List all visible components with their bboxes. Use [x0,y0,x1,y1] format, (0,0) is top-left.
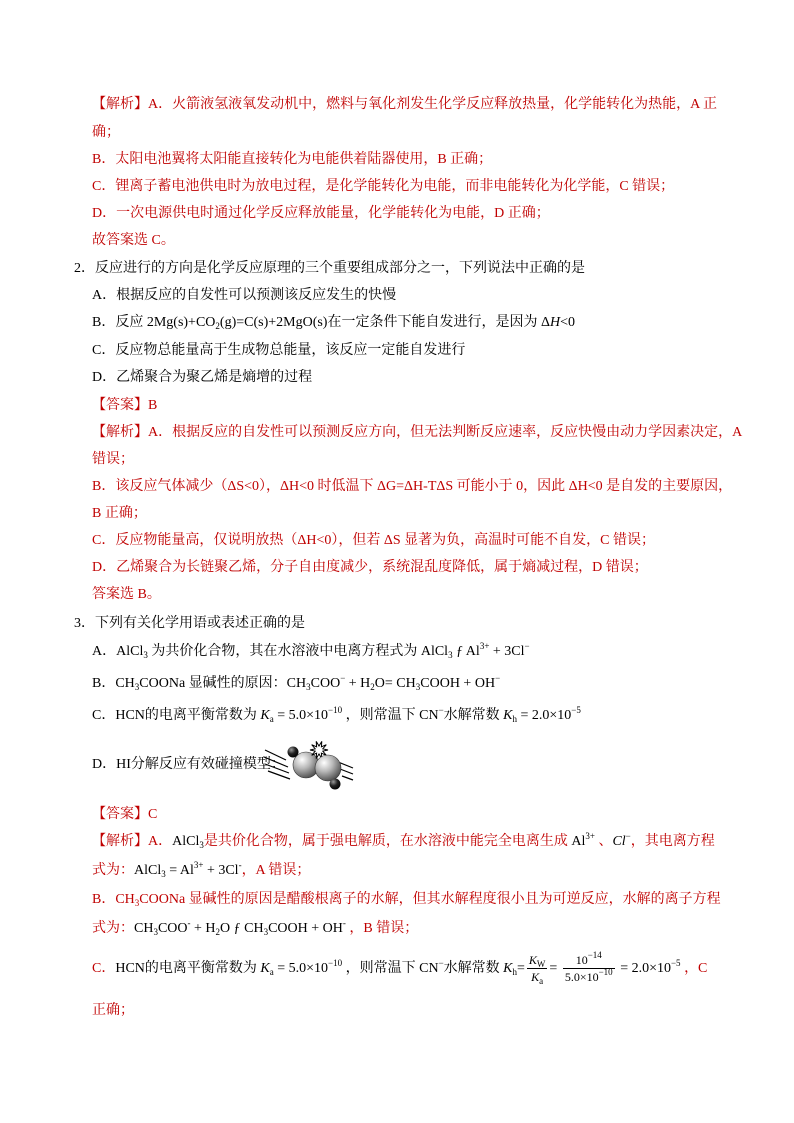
q3-answer [92,805,760,825]
text-run: ，则常温下 CN [342,961,439,976]
q2-answer [92,396,760,416]
text-run: + H [345,676,371,691]
text-run: COO [310,676,341,691]
text-run: (g)=C(s)+2MgO(s)在一定条件下能自发进行，是因为 Δ [219,315,550,330]
superscript: − [524,642,530,651]
superscript: −5 [571,706,581,715]
q2-option-b [92,313,760,333]
text-run: B．该反应气体减少（ΔS<0），ΔH<0 时低温下 ΔG=ΔH-TΔS 可能小于 0，因此 ΔH<0 是自发的主要原因， [92,479,733,494]
subscript: a [539,976,544,987]
italic-symbol: K [503,708,513,723]
subscript: 3 [448,650,453,660]
q1-analysis-b [92,150,760,170]
subscript: 3 [199,840,204,850]
text-run: 10 [575,953,588,968]
q3-stem [74,614,760,634]
text-run: Al [571,834,586,849]
q3-option-c [92,706,760,726]
iodine-atom-right [330,779,341,790]
text-run: = [517,961,525,976]
fraction [563,950,615,985]
text-run: ，其电离方程 [630,834,715,849]
text-run: ，A 错误； [241,863,311,878]
q3-analysis-a [92,832,760,852]
superscript: − [625,832,631,841]
italic-symbol: K [260,708,270,723]
q2-stem [74,259,760,279]
fraction [527,953,548,987]
text-run: 是共价化合物，属于强电解质，在水溶液中能完全电离生成 [203,834,572,849]
subscript: 3 [263,927,269,937]
text-run: A．根据反应的自发性可以预测该反应发生的快慢 [92,288,397,303]
text-run: AlCl [172,834,200,849]
text-run: 故答案选 C。 [92,233,175,248]
subscript: 3 [161,869,166,879]
q3-analysis-c [92,949,760,989]
text-run: 答案选 B。 [92,587,161,602]
text-run: O= CH [374,676,416,691]
q1-analysis-a-cont [92,123,760,143]
text-run: = 5.0×10 [273,708,329,723]
text-run: 【答案】B [92,398,158,413]
text-run: ƒ Al [452,644,480,659]
q3-option-b [92,674,760,694]
q2-analysis-d [92,558,760,578]
superscript: − [495,674,501,683]
text-run: ，C [680,961,708,976]
text-run: 式为： [92,863,134,878]
superscript: −5 [670,958,681,968]
text-run: C．锂离子蓄电池供电时为放电过程，是化学能转化为电能，而非电能转化为化学能，C 错误； [92,179,675,194]
fraction-denominator [563,969,615,984]
motion-lines-left [264,750,290,779]
text-run: C．HCN的电离平衡常数为 [92,708,261,723]
q1-analysis-d [92,204,760,224]
text-run: + 3Cl [489,644,525,659]
text-run: A．AlCl [92,644,144,659]
subscript: 2 [370,682,375,692]
q2-option-a [92,286,760,306]
text-run: COONa 显碱性的原因：CH [139,676,307,691]
italic-symbol: K [260,961,270,976]
text-run: B．反应 2Mg(s)+CO [92,315,216,330]
superscript: −10 [598,967,613,978]
text-run: 【解析】A． [92,834,173,849]
superscript: − [340,674,346,683]
subscript: 2 [215,927,221,937]
subscript: 3 [153,927,158,937]
text-run: COO [157,921,188,936]
text-run: 2．反应进行的方向是化学反应原理的三个重要组成部分之一，下列说法中正确的是 [74,261,585,276]
q2-option-c [92,341,760,361]
subscript: 3 [134,682,140,692]
text-run: 式为： [92,921,134,936]
text-run: ，B 错误； [345,921,419,936]
q1-analysis-c [92,177,760,197]
text-run: D．HI分解反应有效碰撞模型： [92,757,285,772]
superscript: − [438,706,444,715]
q2-analysis-a [92,423,760,443]
italic-symbol: Cl [612,834,626,849]
text-run: AlCl [134,863,162,878]
text-run: 3．下列有关化学用语或表述正确的是 [74,616,305,631]
q2-option-d [92,368,760,388]
q1-analysis-a [92,95,760,115]
text-run: + H [190,921,216,936]
text-run: 【解析】A．火箭液氢液氧发动机中，燃料与氧化剂发生化学反应释放热量，化学能转化为热能，A 正 [92,97,717,112]
text-run: + 3Cl [203,863,239,878]
text-run: 错误； [92,452,134,467]
superscript: - [187,919,191,928]
subscript: h [512,967,517,977]
superscript: 3+ [479,642,490,651]
text-run: COOH + OH [420,676,496,691]
subscript: 3 [143,650,148,660]
text-run: = 2.0×10 [616,961,671,976]
q3-analysis-b [92,890,760,910]
superscript: −10 [328,958,343,968]
q2-analysis-b-cont [92,504,760,524]
subscript: a [269,714,274,724]
text-run: = Al [165,863,194,878]
text-run: B 正确； [92,506,147,521]
text-run: C．反应物总能量高于生成物总能量，该反应一定能自发进行 [92,343,466,358]
subscript: 3 [134,898,140,908]
q2-analysis-a-cont [92,450,760,470]
q3-analysis-b-cont [92,919,760,939]
text-run: D．乙烯聚合为长链聚乙烯，分子自由度减少，系统混乱度降低，属于熵减过程，D 错误； [92,560,648,575]
superscript: 3+ [193,861,204,870]
text-run: B．CH [92,676,135,691]
hi-collision-model-image [262,740,354,792]
text-run: D．一次电源供电时通过化学反应释放能量，化学能转化为电能，D 正确； [92,206,550,221]
superscript: 3+ [585,832,595,841]
text-run: 水解常数 [443,961,504,976]
q3-analysis-a-cont [92,861,760,881]
superscript: - [342,919,346,928]
text-run: 确； [92,125,120,140]
text-run: O ƒ CH [220,921,264,936]
q2-conclusion [92,585,760,605]
fraction-denominator [527,969,548,987]
text-run: D．乙烯聚合为聚乙烯是熵增的过程 [92,370,313,385]
text-run: B．太阳电池翼将太阳能直接转化为电能供着陆器使用，B 正确； [92,152,493,167]
text-run: 5.0×10 [564,970,599,985]
q2-analysis-c [92,531,760,551]
text-run: = 2.0×10 [517,708,572,723]
q3-option-a [92,642,760,662]
text-run: C． [92,961,116,976]
text-run: 正确； [92,1003,134,1018]
text-run: 【答案】C [92,807,158,822]
text-run: COONa 显碱性的原因是醋酸根离子的水解，但其水解程度很小且为可逆反应，水解的离子方程 [139,892,721,907]
subscript: 3 [306,682,311,692]
q3-analysis-c-cont [92,1001,760,1021]
superscript: - [238,861,242,870]
superscript: −14 [587,950,602,961]
q3-option-d [92,755,760,775]
text-run: CH [134,921,154,936]
subscript: a [269,967,274,977]
text-run: HCN的电离平衡常数为 [115,961,261,976]
q2-analysis-b [92,477,760,497]
text-run: ，则常温下 CN [342,708,439,723]
subscript: W [536,959,546,970]
text-run: <0 [560,315,575,330]
italic-symbol: K [531,970,540,985]
text-run: = 5.0×10 [273,961,329,976]
subscript: h [512,714,517,724]
fraction-numerator [527,953,548,969]
italic-symbol: K [503,961,513,976]
subscript: 2 [215,321,220,331]
text-run: COOH + OH [268,921,343,936]
text-run: 【解析】A．根据反应的自发性可以预测反应方向，但无法判断反应速率，反应快慢由动力学因素决定，A [92,425,743,440]
text-run: = [549,961,561,976]
q1-conclusion [92,231,760,251]
text-run: 为共价化合物，其在水溶液中电离方程式为 AlCl [147,644,449,659]
text-run: C．反应物能量高，仅说明放热（ΔH<0），但若 ΔS 显著为负，高温时可能不自发，C 错误； [92,533,655,548]
text-run: 水解常数 [443,708,504,723]
superscript: − [438,958,444,968]
hydrogen-atom-right [315,755,341,781]
italic-symbol: K [528,953,537,968]
subscript: 3 [415,682,421,692]
italic-symbol: H [549,315,561,330]
text-run: B．CH [92,892,135,907]
text-run: 、 [594,834,613,849]
superscript: −10 [328,706,343,715]
